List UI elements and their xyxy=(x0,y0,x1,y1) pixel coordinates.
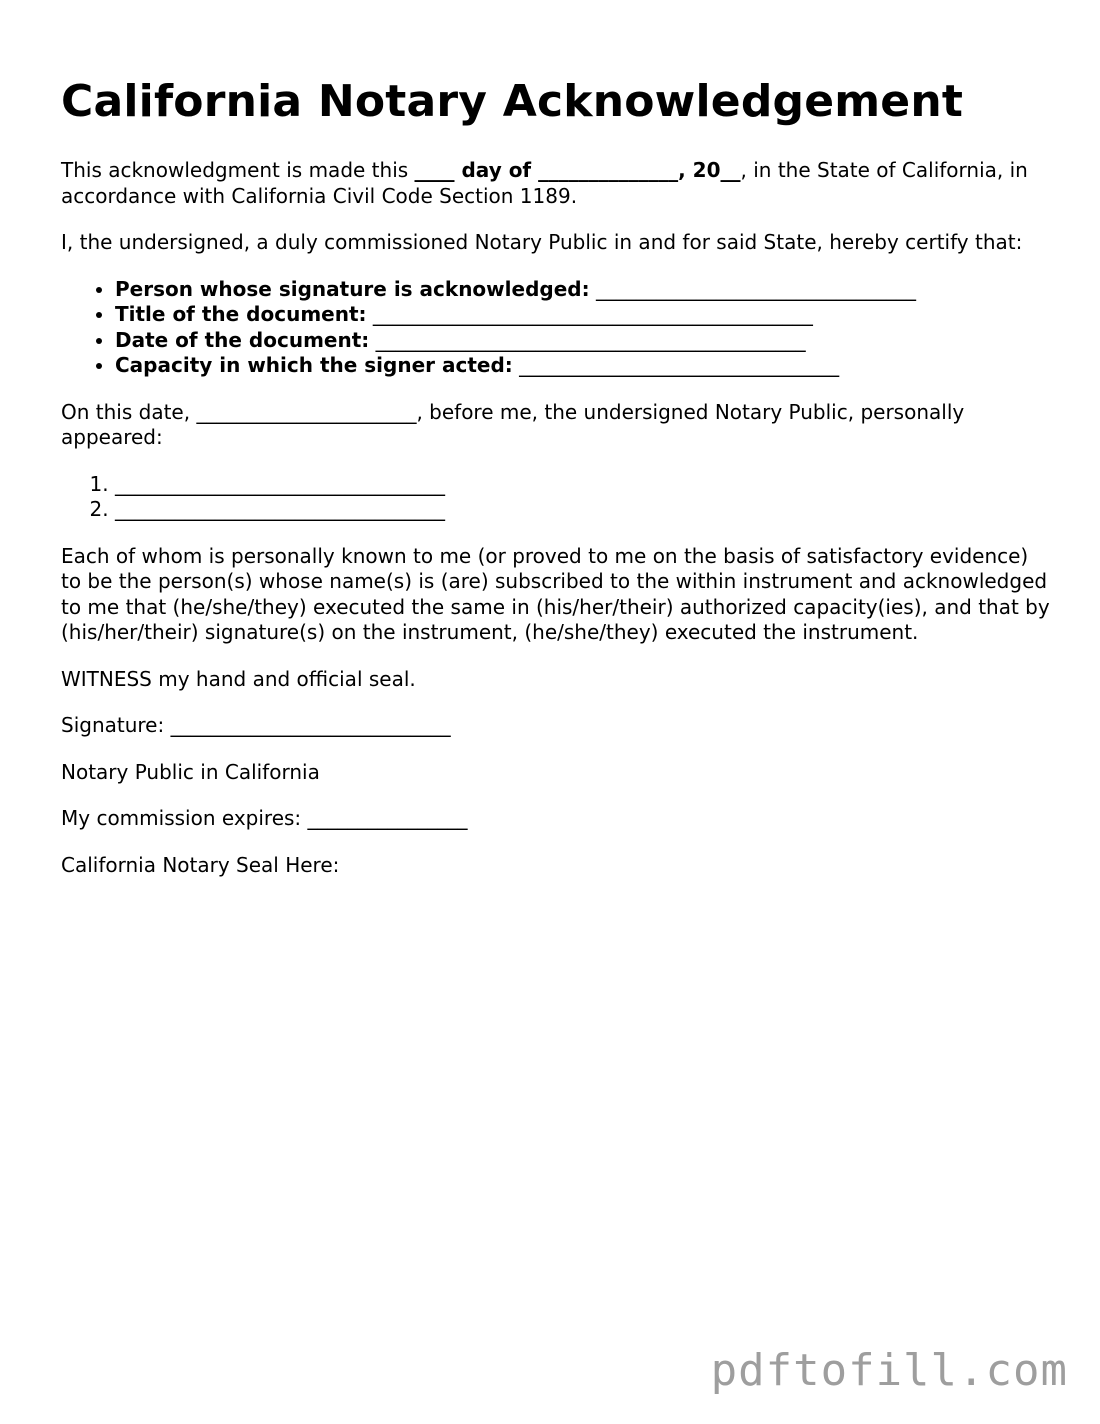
seal-line: California Notary Seal Here: xyxy=(61,852,340,877)
witness-line: WITNESS my hand and official seal. xyxy=(61,666,416,691)
field-label-date: Date of the document: xyxy=(115,327,370,352)
notary-public-line: Notary Public in California xyxy=(61,759,320,784)
field-label-title: Title of the document: xyxy=(115,302,367,326)
field-label-capacity: Capacity in which the signer acted: xyxy=(115,353,513,377)
watermark: pdftofill.com xyxy=(710,1345,1068,1396)
month-year-blank[interactable]: ______________, 20__ xyxy=(538,158,741,182)
body-paragraph: Each of whom is personally known to me (or proved to me on the basis of satisfactory evidence) to be the person(s) whose name(s) is (are) subscribed to the within instrument and acknowledged to me that (he/she/they) executed the same in (his/her/their) authorized capacity(ies), and that by (his/her/their) signature(s) on the instrument, (he/she/they) executed the instrument. xyxy=(61,543,1050,644)
commission-line[interactable]: My commission expires: ________________ xyxy=(61,806,468,830)
day-of-label: day of xyxy=(454,158,539,182)
field-blank-capacity[interactable]: ________________________________ xyxy=(519,353,840,377)
intro-paragraph xyxy=(61,158,1051,209)
field-blank-title[interactable]: ____________________________________________ xyxy=(372,302,813,326)
signature-line[interactable]: Signature: ____________________________ xyxy=(61,713,451,737)
appearers-list xyxy=(61,472,1051,523)
document-page xyxy=(61,72,1051,899)
list-item xyxy=(115,353,1051,379)
certify-paragraph: I, the undersigned, a duly commissioned Notary Public in and for said State, hereby certify that: xyxy=(61,230,1023,254)
intro-text-1: This acknowledgment is made this xyxy=(61,158,415,182)
list-item xyxy=(115,302,1051,328)
field-blank-date[interactable]: ___________________________________________ xyxy=(375,327,806,352)
appeared-paragraph: On this date, ______________________, before me, the undersigned Notary Public, personally appeared: xyxy=(61,399,965,449)
list-item xyxy=(115,328,1051,354)
document-title: California Notary Acknowledgement xyxy=(61,76,964,127)
intro-text-2: , in the State of California, in accordance with California Civil Code Section 1189. xyxy=(61,158,1028,208)
list-item xyxy=(115,277,1051,303)
day-blank[interactable]: ____ xyxy=(414,158,455,182)
appearer-blank-2[interactable]: 2. _________________________________ xyxy=(115,497,1051,523)
appearer-blank-1[interactable]: 1. _________________________________ xyxy=(115,472,1051,498)
field-label-person: Person whose signature is acknowledged: xyxy=(115,276,590,301)
field-blank-person[interactable]: ________________________________ xyxy=(595,276,916,301)
fields-list xyxy=(61,277,1051,379)
